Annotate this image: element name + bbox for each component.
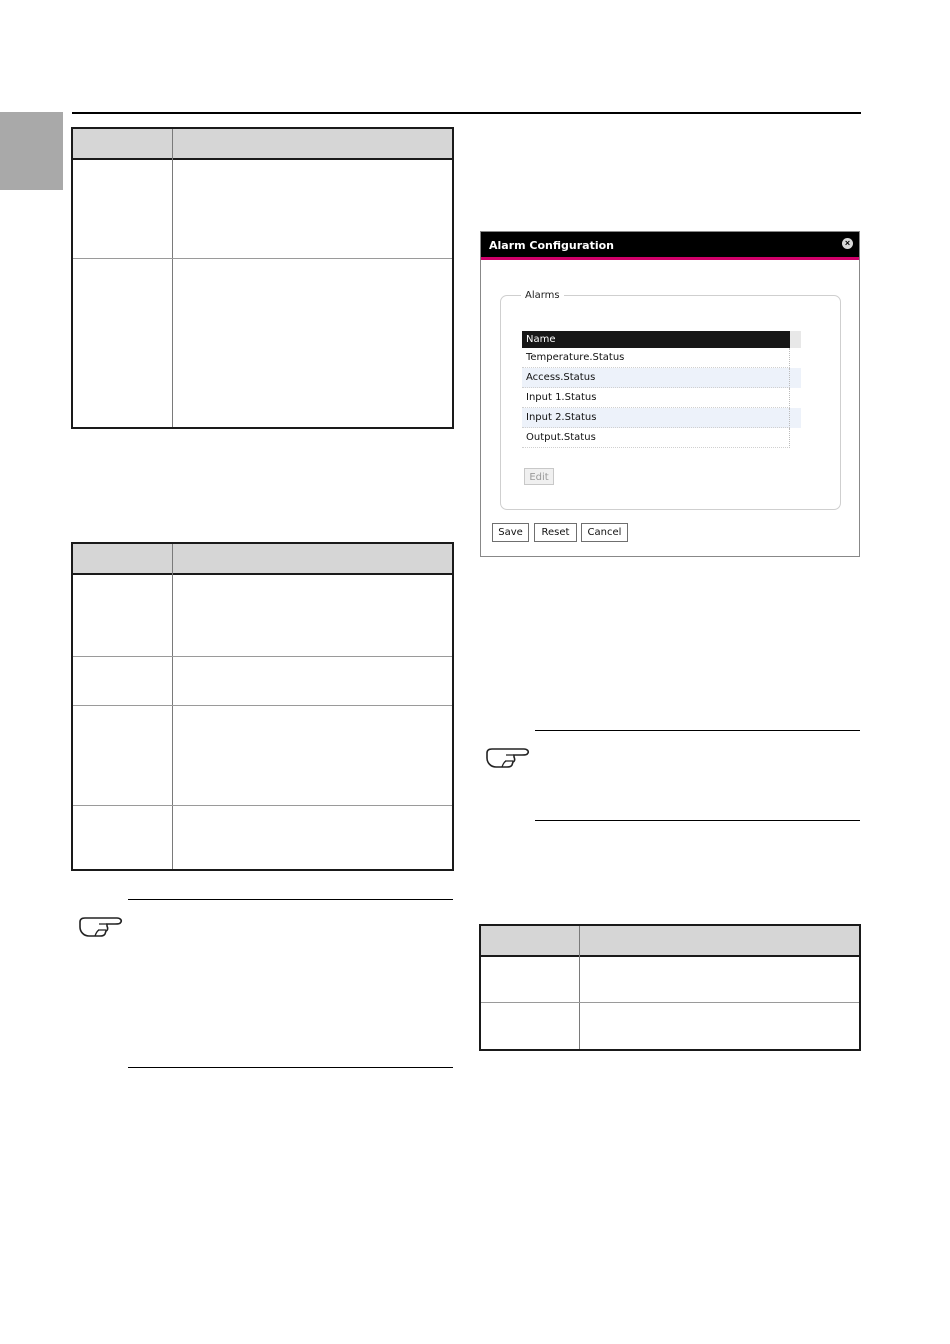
pointing-hand-icon — [77, 913, 125, 939]
row-divider — [73, 805, 452, 806]
grid-cell: Input 2.Status — [526, 412, 597, 423]
parameter-table-2 — [71, 542, 454, 871]
title-accent-bar — [481, 257, 859, 260]
fieldset-legend: Alarms — [521, 290, 564, 301]
grid-row[interactable] — [522, 368, 801, 388]
chapter-tab — [0, 112, 63, 190]
column-divider — [172, 544, 173, 869]
grid-cell: Input 1.Status — [526, 392, 597, 403]
grid-row[interactable] — [522, 388, 801, 408]
parameter-table-3 — [479, 924, 861, 1051]
column-divider — [172, 129, 173, 427]
grid-row[interactable] — [522, 428, 801, 448]
parameter-table-1 — [71, 127, 454, 429]
pointing-hand-icon — [484, 744, 532, 770]
row-divider — [73, 705, 452, 706]
grid-cell: Access.Status — [526, 372, 596, 383]
grid-header-spacer — [790, 331, 801, 348]
close-icon[interactable]: × — [842, 238, 853, 249]
note-top-rule — [128, 899, 453, 900]
cancel-button[interactable]: Cancel — [581, 523, 628, 542]
note-top-rule — [535, 730, 860, 731]
note-bottom-rule — [535, 820, 860, 821]
grid-row[interactable] — [522, 348, 801, 368]
dialog-title: Alarm Configuration — [481, 232, 859, 257]
grid-row[interactable] — [522, 408, 801, 428]
table-header — [73, 129, 452, 160]
grid-header[interactable] — [522, 331, 790, 348]
row-divider — [73, 656, 452, 657]
row-divider — [73, 258, 452, 259]
column-divider — [579, 926, 580, 1049]
note-bottom-rule — [128, 1067, 453, 1068]
reset-button[interactable]: Reset — [534, 523, 577, 542]
alarm-configuration-dialog — [480, 231, 860, 557]
grid-cell: Temperature.Status — [526, 352, 625, 363]
table-header — [73, 544, 452, 575]
table-header — [481, 926, 859, 957]
edit-button[interactable]: Edit — [524, 468, 554, 485]
grid-header-label: Name — [526, 334, 556, 345]
row-divider — [481, 1002, 859, 1003]
grid-cell: Output.Status — [526, 432, 596, 443]
alarms-grid — [522, 331, 801, 448]
header-rule — [72, 112, 861, 114]
save-button[interactable]: Save — [492, 523, 529, 542]
